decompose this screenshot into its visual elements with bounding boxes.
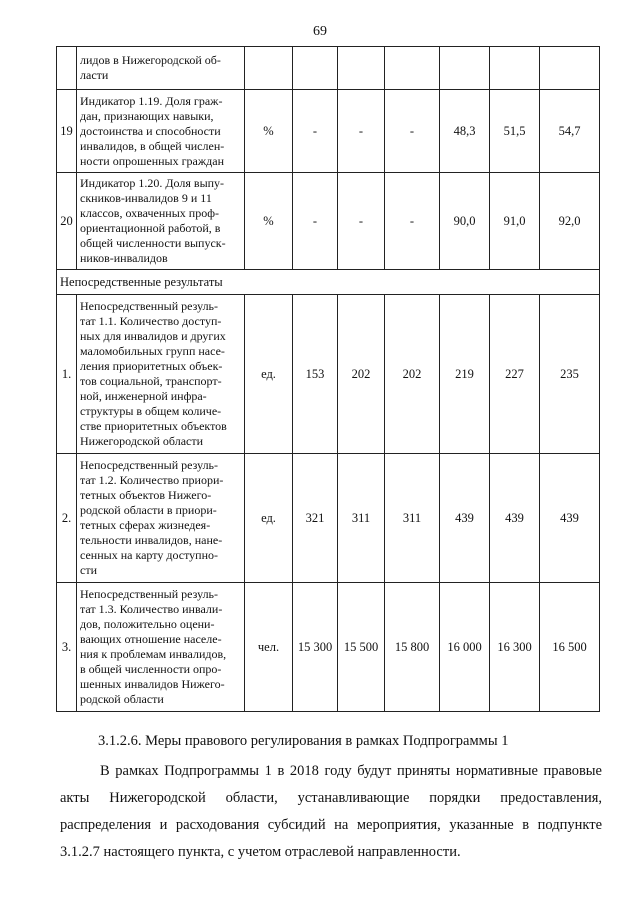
name-line: Индикатор 1.20. Доля выпу- (80, 176, 225, 190)
name-line: Индикатор 1.19. Доля граж- (80, 93, 223, 108)
value-cell: - (338, 173, 385, 270)
unit-cell: % (245, 173, 293, 270)
table-row (57, 295, 600, 454)
name-line: ориентационной работой, в (80, 221, 221, 235)
name-line: сти (80, 563, 97, 577)
name-line: тетных объектов Нижего- (80, 488, 212, 502)
value-cell: 91,0 (490, 173, 540, 270)
value-cell: 439 (490, 454, 540, 583)
value-cell: - (338, 90, 385, 173)
indicator-name-cell (77, 173, 245, 270)
value-cell: 15 500 (338, 583, 385, 712)
value-cell: 311 (385, 454, 440, 583)
name-line: родской области (80, 692, 164, 706)
name-line: тат 1.1. Количество доступ- (80, 314, 222, 328)
value-cell: 219 (440, 295, 490, 454)
indicator-name-cell (77, 583, 245, 712)
name-line: родской области в приори- (80, 503, 217, 517)
value-cell: 439 (440, 454, 490, 583)
value-cell: 92,0 (540, 173, 600, 270)
name-line: структуры в общем количе- (80, 404, 222, 418)
value-cell: 48,3 (440, 90, 490, 173)
name-line: ления приоритетных объек- (80, 359, 223, 373)
value-cell: 16 000 (440, 583, 490, 712)
row-number-cell (57, 47, 77, 90)
value-cell: 439 (540, 454, 600, 583)
name-line: дов, положительно оцени- (80, 617, 215, 631)
value-cell: 90,0 (440, 173, 490, 270)
value-cell: 16 500 (540, 583, 600, 712)
table-row (57, 454, 600, 583)
value-cell: 15 800 (385, 583, 440, 712)
page-number: 69 (313, 24, 327, 39)
name-line: ной, инженерной инфра- (80, 389, 207, 403)
value-cell: 321 (293, 454, 338, 583)
indicator-name-cell (77, 90, 245, 173)
section-header-row (57, 270, 600, 295)
name-line: тат 1.3. Количество инвали- (80, 602, 223, 616)
value-cell: 51,5 (490, 90, 540, 173)
name-line: достоинства и способности (80, 123, 221, 138)
name-line: шенных инвалидов Нижего- (80, 677, 225, 691)
value-cell (540, 47, 600, 90)
row-number-cell: 1. (57, 295, 77, 454)
table-row (57, 90, 600, 173)
name-line: Непосредственный резуль- (80, 587, 219, 601)
name-line: общей численности выпуск- (80, 236, 226, 250)
section-heading: 3.1.2.6. Меры правового регулирования в рамках Подпрограммы 1 (98, 733, 509, 749)
body-paragraph: В рамках Подпрограммы 1 в 2018 году будут приняты нормативные правовые акты Нижегородской области, устанавливающие порядки предоставления, распределения и расходования субсидий на мероприятия, указанные в подпункте 3.1.2.7 настоящего пункта, с учетом отраслевой направленности. (60, 763, 602, 860)
indicator-name-cell (77, 47, 245, 90)
name-line: тов социальной, транспорт- (80, 374, 222, 388)
indicator-name-cell (77, 454, 245, 583)
value-cell (440, 47, 490, 90)
section-title: Непосредственные результаты (57, 270, 600, 295)
name-line: ников-инвалидов (80, 251, 168, 265)
name-line: тетных сферах жизнедея- (80, 518, 211, 532)
unit-cell: % (245, 90, 293, 173)
value-cell: - (385, 90, 440, 173)
value-cell: 311 (338, 454, 385, 583)
unit-cell: чел. (245, 583, 293, 712)
table-row (57, 583, 600, 712)
value-cell: 227 (490, 295, 540, 454)
name-line: Непосредственный резуль- (80, 299, 219, 313)
value-cell: 153 (293, 295, 338, 454)
value-cell (385, 47, 440, 90)
name-line: лидов в Нижегородской об- (80, 53, 221, 67)
value-cell (338, 47, 385, 90)
name-line: маломобильных групп насе- (80, 344, 225, 358)
name-line: ности опрошенных граждан (80, 153, 224, 168)
value-cell: 15 300 (293, 583, 338, 712)
value-cell: 235 (540, 295, 600, 454)
name-line: ния к проблемам инвалидов, (80, 647, 227, 661)
name-line: тат 1.2. Количество приори- (80, 473, 224, 487)
row-number-cell: 19 (57, 90, 77, 173)
indicator-name-cell (77, 295, 245, 454)
value-cell (490, 47, 540, 90)
unit-cell: ед. (245, 454, 293, 583)
value-cell: 54,7 (540, 90, 600, 173)
value-cell: - (293, 173, 338, 270)
name-line: дан, признающих навыки, (80, 108, 214, 123)
name-line: вающих отношение населе- (80, 632, 222, 646)
name-line: классов, охваченных проф- (80, 206, 219, 220)
name-line: Непосредственный резуль- (80, 458, 219, 472)
value-cell: 16 300 (490, 583, 540, 712)
row-number-cell: 20 (57, 173, 77, 270)
name-line: Нижегородской области (80, 434, 204, 448)
table-row (57, 173, 600, 270)
indicators-table (56, 46, 600, 712)
unit-cell: ед. (245, 295, 293, 454)
name-line: скников-инвалидов 9 и 11 (80, 191, 212, 205)
unit-cell (245, 47, 293, 90)
name-line: инвалидов, в общей числен- (80, 138, 225, 153)
value-cell: 202 (338, 295, 385, 454)
row-number-cell: 3. (57, 583, 77, 712)
value-cell (293, 47, 338, 90)
row-number-cell: 2. (57, 454, 77, 583)
name-line: в общей численности опро- (80, 662, 222, 676)
name-line: сенных на карту доступно- (80, 548, 219, 562)
value-cell: - (385, 173, 440, 270)
value-cell: - (293, 90, 338, 173)
name-line: стве приоритетных объектов (80, 419, 227, 433)
table-row (57, 47, 600, 90)
value-cell: 202 (385, 295, 440, 454)
name-line: тельности инвалидов, нане- (80, 533, 223, 547)
name-line: ных для инвалидов и других (80, 329, 226, 343)
name-line: ласти (80, 68, 109, 82)
